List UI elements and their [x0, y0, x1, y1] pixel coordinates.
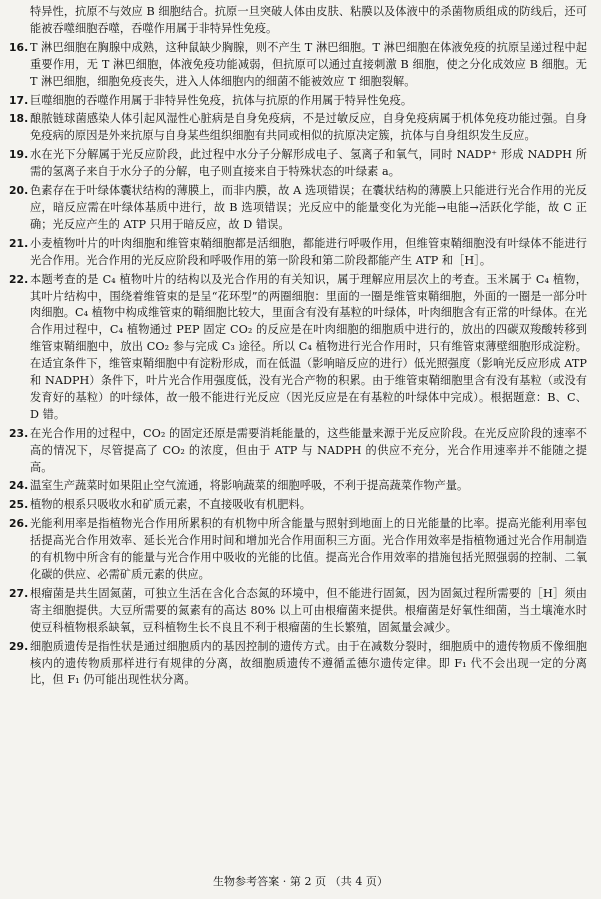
answer-item-19 [9, 147, 587, 181]
item-number: 17. [9, 93, 29, 107]
item-number: 18. [9, 112, 29, 126]
item-number: 23. [9, 426, 29, 440]
answer-text: T 淋巴细胞在胸腺中成熟，这种鼠缺少胸腺，则不产生 T 淋巴细胞。T 淋巴细胞在体液免疫的抗原呈递过程中起重要作用，无 T 淋巴细胞，体液免疫功能减弱，但抗原可以通过直接刺激 B 细胞，使之分化成效应 B 细胞。无 T 淋巴细胞，细胞免疫丧失，进入人体细胞内的细菌不能被效应 T 细胞裂解。 [30, 40, 587, 88]
answer-item-25 [9, 497, 587, 514]
answer-text: 光能利用率是指植物光合作用所累积的有机物中所含能量与照射到地面上的日光能量的比率。提高光能利用率包括提高光合作用效率、延长光合作用时间和增加光合作用面积三方面。光合作用效率是指植物通过光合作用制造的有机物中所含有的能量与光合作用中吸收的光能的比值。提高光合作用效率的措施包括光照强弱的控制、二氧化碳的供应、必需矿质元素的供应。 [30, 517, 587, 581]
answer-item-17 [9, 93, 587, 110]
answer-item-26 [9, 516, 587, 584]
answer-item-24 [9, 478, 587, 495]
item-number: 16. [9, 40, 29, 54]
answer-item-16 [9, 40, 587, 91]
answer-item-21 [9, 236, 587, 270]
page-footer: 生物参考答案 · 第 2 页 （共 4 页） [212, 875, 389, 889]
answer-text: 植物的根系只吸收水和矿质元素，不直接吸收有机肥料。 [30, 498, 311, 512]
answer-text: 本题考查的是 C₄ 植物叶片的结构以及光合作用的有关知识，属于理解应用层次上的考查。玉米属于 C₄ 植物，其叶片结构中，围绕着维管束的是呈“花环型”的两圈细胞：里面的一圈是维管束鞘细胞，外面的一圈是一部分叶肉细胞。C₄ 植物中构成维管束的鞘细胞比较大，里面含有没有基粒的叶绿体，叶肉细胞含有正常的叶绿体。在光合作用过程中，C₄ 植物通过 PEP 固定 CO₂ 的反应是在叶肉细胞的细胞质中进行的，放出的四碳双羧酸转移到维管束鞘细胞中，放出 CO₂ 参与完成 C₃ 途径。所以 C₄ 植物进行光合作用时，只有维管束薄壁细胞形成淀粉。在适宜条件下，维管束鞘细胞中有淀粉形成，而在低温（影响暗反应的进行）低光照强度（影响光反应形成 ATP 和 NADPH）条件下，叶片光合作用强度低，没有光合产物的积累。由于维管束鞘细胞里含有没有基粒（或没有发育好的基粒）的叶绿体，故一般不能进行光反应（因光反应是在有基粒的叶绿体中完成）。根据题意：B、C、D 错。 [30, 272, 587, 421]
item-number: 25. [9, 498, 29, 512]
item-number: 27. [9, 586, 29, 600]
answer-text: 酿脓链球菌感染人体引起风湿性心脏病是自身免疫病，不是过敏反应，自身免疫病属于机体免疫功能过强。自身免疫病的原因是外来抗原与自身某些组织细胞有共同或相似的抗原决定簇，抗体与自身组织发生反应。 [30, 112, 587, 143]
item-number: 21. [9, 236, 29, 250]
item-number: 24. [9, 479, 29, 493]
item-number: 20. [9, 184, 29, 198]
answer-text: 温室生产蔬菜时如果阻止空气流通，将影响蔬菜的细胞呼吸，不利于提高蔬菜作物产量。 [30, 479, 469, 493]
item-number: 22. [9, 272, 29, 286]
item-number: 26. [9, 517, 29, 531]
answer-text: 根瘤菌是共生固氮菌，可独立生活在含化合态氮的环境中，但不能进行固氮，因为固氮过程所需要的［H］须由寄主细胞提供。大豆所需要的氮素有的高达 80% 以上可由根瘤菌来提供。根瘤菌是好氧性细菌，当土壤淹水时使豆科植物根系缺氧，豆科植物生长不良且不利于根瘤菌的生长繁殖，固氮量会减少。 [30, 586, 587, 634]
answer-text: 特异性，抗原不与效应 B 细胞结合。抗原一旦突破人体由皮肤、粘膜以及体液中的杀菌物质组成的防线后，还可能被吞噬细胞吞噬，吞噬作用属于非特异性免疫。 [30, 5, 587, 35]
item-number: 29. [9, 639, 29, 653]
item-number: 19. [9, 148, 29, 162]
answer-text: 巨噬细胞的吞噬作用属于非特异性免疫，抗体与抗原的作用属于特异性免疫。 [30, 93, 413, 107]
answer-text: 小麦植物叶片的叶肉细胞和维管束鞘细胞都是活细胞，都能进行呼吸作用，但维管束鞘细胞没有叶绿体不能进行光合作用。光合作用的光反应阶段和呼吸作用的第一阶段和第二阶段都能产生 ATP 和［H］。 [30, 236, 587, 267]
answer-item-23 [9, 426, 587, 477]
answer-text: 细胞质遗传是指性状是通过细胞质内的基因控制的遗传方式。由于在减数分裂时，细胞质中的遗传物质不像细胞核内的遗传物质那样进行有规律的分离，故细胞质遗传不遵循孟德尔遗传定律。即 F₁ 代不会出现一定的分离比，但 F₁ 仍可能出现性状分离。 [30, 639, 587, 687]
answer-item-29 [9, 639, 587, 690]
answer-text: 水在光下分解属于光反应阶段，此过程中水分子分解形成电子、氢离子和氧气，同时 NADP⁺ 形成 NADPH 所需的氢离子来自于水分子的分解，电子则直接来自于特殊状态的叶绿素 a。 [30, 148, 587, 179]
answer-text: 色素存在于叶绿体囊状结构的薄膜上，而非内膜，故 A 选项错误；在囊状结构的薄膜上只能进行光合作用的光反应，暗反应需在叶绿体基质中进行，故 B 选项错误；光反应中的能量变化为光能→电能→活跃化学能，故 C 正确；光反应产生的 ATP 只用于暗反应，故 D 错误。 [30, 184, 587, 231]
answer-item-22 [9, 272, 587, 424]
answer-item-18 [9, 111, 587, 145]
answer-item-15-continued [12, 4, 587, 38]
answer-item-20 [9, 183, 587, 234]
answer-item-27 [9, 586, 587, 637]
answer-text: 在光合作用的过程中，CO₂ 的固定还原是需要消耗能量的，这些能量来源于光反应阶段。在光反应阶段的速率不高的情况下，尽管提高了 CO₂ 的浓度，但由于 ATP 与 NADPH 的供应不充分，光合作用速率并不能随之提高。 [30, 426, 587, 474]
